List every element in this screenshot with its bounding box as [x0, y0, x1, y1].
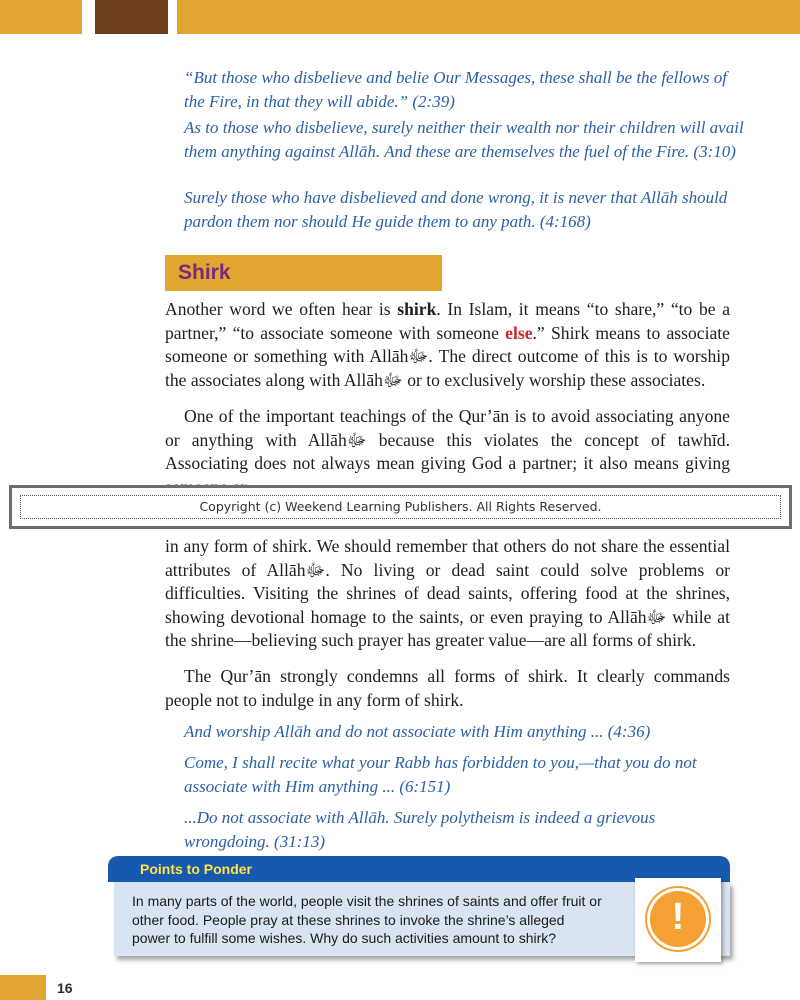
exclamation-icon: !: [647, 888, 709, 950]
quote-31-13: ...Do not associate with Allāh. Surely polytheism is indeed a grievous wrongdoing. (31:13): [184, 808, 656, 851]
ponder-title: Points to Ponder: [140, 861, 252, 877]
paragraph-shirk-definition: [165, 298, 730, 392]
paragraph-teachings: [165, 405, 730, 485]
top-bar-right: [177, 0, 800, 34]
section-title: Shirk: [178, 261, 231, 284]
ponder-text: In many parts of the world, people visit the shrines of saints and offer fruit or other food. People pray at these shrines to invoke the shrine’s alleged power to fulfill some wishes. Why do such activities amount to shirk?: [132, 893, 602, 946]
paragraph2-continued-text: in any form of shirk. We should remember that others do not share the essential attributes of Allāhﷻ. No living or dead saint could solve problems or difficulties. Visiting the shrines of dead saints, offering food at the shrines, showing devotional homage to the saints, or even praying to Allāhﷻ while at the shrine—believing such prayer has greater value—are all forms of shirk.: [165, 536, 730, 650]
points-to-ponder-box: [108, 856, 733, 962]
page-number: 16: [57, 980, 73, 996]
paragraph1-part2: . In Islam, it means “to share,” “to be a partner,” “to associate someone with someone: [165, 299, 730, 343]
paragraph-condemns: [165, 665, 730, 712]
paragraph3-text: The Qur’ān strongly condemns all forms of shirk. It clearly commands people not to indulge in any form of shirk.: [165, 666, 730, 710]
quote-3-10: As to those who disbelieve, surely neither their wealth nor their children will avail them anything against Allāh. And these are themselves the fuel of the Fire. (3:10): [184, 118, 744, 161]
keyword-shirk: shirk: [397, 299, 437, 319]
paragraph1-part3: .” Shirk means to associate someone or something with Allāhﷻ. The direct outcome of this is to worship the associates along with Allāhﷻ or to exclusively worship these associates.: [165, 322, 730, 390]
keyword-else: else: [505, 322, 533, 343]
quote-6-151: Come, I shall recite what your Rabb has forbidden to you,—that you do not associate with Him anything ... (6:151): [184, 753, 697, 796]
copyright-inner-border: [20, 495, 781, 519]
top-bar-middle: [95, 0, 168, 34]
quote-2-39: “But those who disbelieve and belie Our Messages, these shall be the fellows of the Fire, in that they will abide.” (2:39): [184, 68, 727, 111]
paragraph2-text: One of the important teachings of the Qur’ān is to avoid associating anyone or anything with Allāhﷻ because this violates the concept of tawhīd. Associating does not always mean giving God a partner; it also means giving: [165, 406, 730, 473]
top-bar-left: [0, 0, 82, 34]
copyright-banner: [9, 485, 792, 529]
ponder-icon-box: [635, 878, 721, 962]
section-heading-bar: [165, 255, 442, 291]
paragraph-teachings-continued: [165, 535, 730, 653]
quote-4-168: Surely those who have disbelieved and done wrong, it is never that Allāh should pardon them nor should He guide them to any path. (4:168): [184, 188, 728, 231]
copyright-text: Copyright (c) Weekend Learning Publishers. All Rights Reserved.: [199, 499, 602, 514]
footer-bar: [0, 975, 46, 1000]
paragraph1-part1: Another word we often hear is: [165, 299, 398, 319]
quote-4-36: And worship Allāh and do not associate with Him anything ... (4:36): [184, 722, 651, 741]
